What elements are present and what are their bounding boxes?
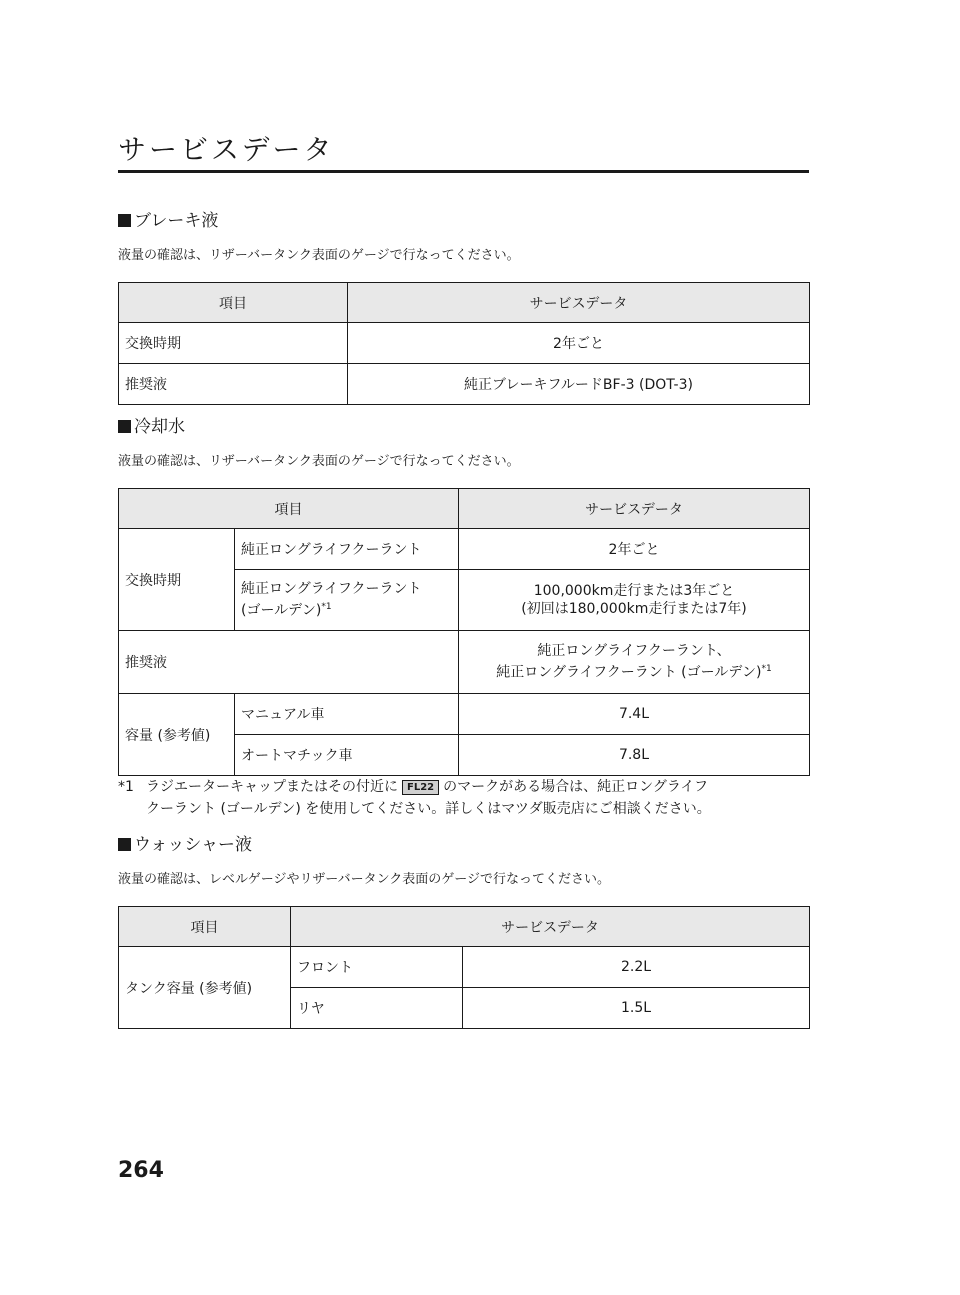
- header-service-data: サービスデータ: [348, 283, 810, 323]
- row-value: 2年ごと: [459, 529, 810, 570]
- page-number: 264: [118, 1158, 164, 1183]
- row-value: 2年ごと: [348, 323, 810, 364]
- brake-description: 液量の確認は、リザーバータンク表面のゲージで行なってください。: [118, 248, 520, 263]
- recommended-value: 純正ロングライフクーラント、 純正ロングライフクーラント (ゴールデン)$^{*1}$: [459, 631, 810, 694]
- page-title: サービスデータ: [118, 133, 335, 166]
- footnote-number: *1: [118, 779, 134, 795]
- title-divider: [118, 170, 809, 173]
- header-item: 項目: [119, 907, 291, 947]
- table-header-row: [119, 283, 810, 323]
- table-row: [119, 323, 810, 364]
- square-bullet-icon: [118, 838, 131, 851]
- brake-table: [118, 282, 810, 405]
- coolant-section: [118, 414, 809, 776]
- table-header-row: [119, 907, 810, 947]
- row-label: 推奨液: [119, 364, 348, 405]
- coolant-description: 液量の確認は、リザーバータンク表面のゲージで行なってください。: [118, 454, 520, 469]
- row-value: 1.5L: [463, 988, 810, 1029]
- header-item: 項目: [119, 489, 459, 529]
- square-bullet-icon: [118, 214, 131, 227]
- row-sublabel: オートマチック車: [235, 735, 459, 776]
- row-sublabel: フロント: [291, 947, 463, 988]
- brake-fluid-section: [118, 208, 809, 405]
- washer-section: [118, 832, 809, 1029]
- capacity-label: 容量 (参考値): [119, 694, 235, 776]
- row-label: 交換時期: [119, 323, 348, 364]
- table-row: [119, 631, 810, 694]
- coolant-table: [118, 488, 810, 776]
- table-row: [119, 529, 810, 570]
- washer-heading: ウォッシャー液: [118, 832, 809, 858]
- row-value: 7.4L: [459, 694, 810, 735]
- header-item: 項目: [119, 283, 348, 323]
- replace-label: 交換時期: [119, 529, 235, 631]
- brake-heading: ブレーキ液: [118, 208, 809, 234]
- row-sublabel: 純正ロングライフクーラント: [235, 529, 459, 570]
- footnote-line2: クーラント (ゴールデン) を使用してください。詳しくはマツダ販売店にご相談ください。: [146, 801, 711, 817]
- row-sublabel: リヤ: [291, 988, 463, 1029]
- row-value: 純正ブレーキフルードBF-3 (DOT-3): [348, 364, 810, 405]
- table-row: [119, 694, 810, 735]
- row-value: 100,000km走行または3年ごと (初回は180,000km走行または7年): [459, 570, 810, 631]
- recommended-label: 推奨液: [119, 631, 459, 694]
- table-row: [119, 364, 810, 405]
- header-service-data: サービスデータ: [291, 907, 810, 947]
- row-value: 2.2L: [463, 947, 810, 988]
- row-sublabel: マニュアル車: [235, 694, 459, 735]
- header-service-data: サービスデータ: [459, 489, 810, 529]
- table-row: [119, 947, 810, 988]
- coolant-heading: 冷却水: [118, 414, 809, 440]
- footnote: *1 ラジエーターキャップまたはその付近に FL22 のマークがある場合は、純正ロングライフ クーラント (ゴールデン) を使用してください。詳しくはマツダ販売店にご相談ください。: [118, 776, 809, 820]
- washer-description: 液量の確認は、レベルゲージやリザーバータンク表面のゲージで行なってください。: [118, 872, 611, 887]
- tank-capacity-label: タンク容量 (参考値): [119, 947, 291, 1029]
- fl22-mark-icon: FL22: [402, 780, 439, 795]
- washer-table: [118, 906, 810, 1029]
- row-sublabel: 純正ロングライフクーラント (ゴールデン)$^{*1}$: [235, 570, 459, 631]
- row-value: 7.8L: [459, 735, 810, 776]
- square-bullet-icon: [118, 420, 131, 433]
- table-header-row: [119, 489, 810, 529]
